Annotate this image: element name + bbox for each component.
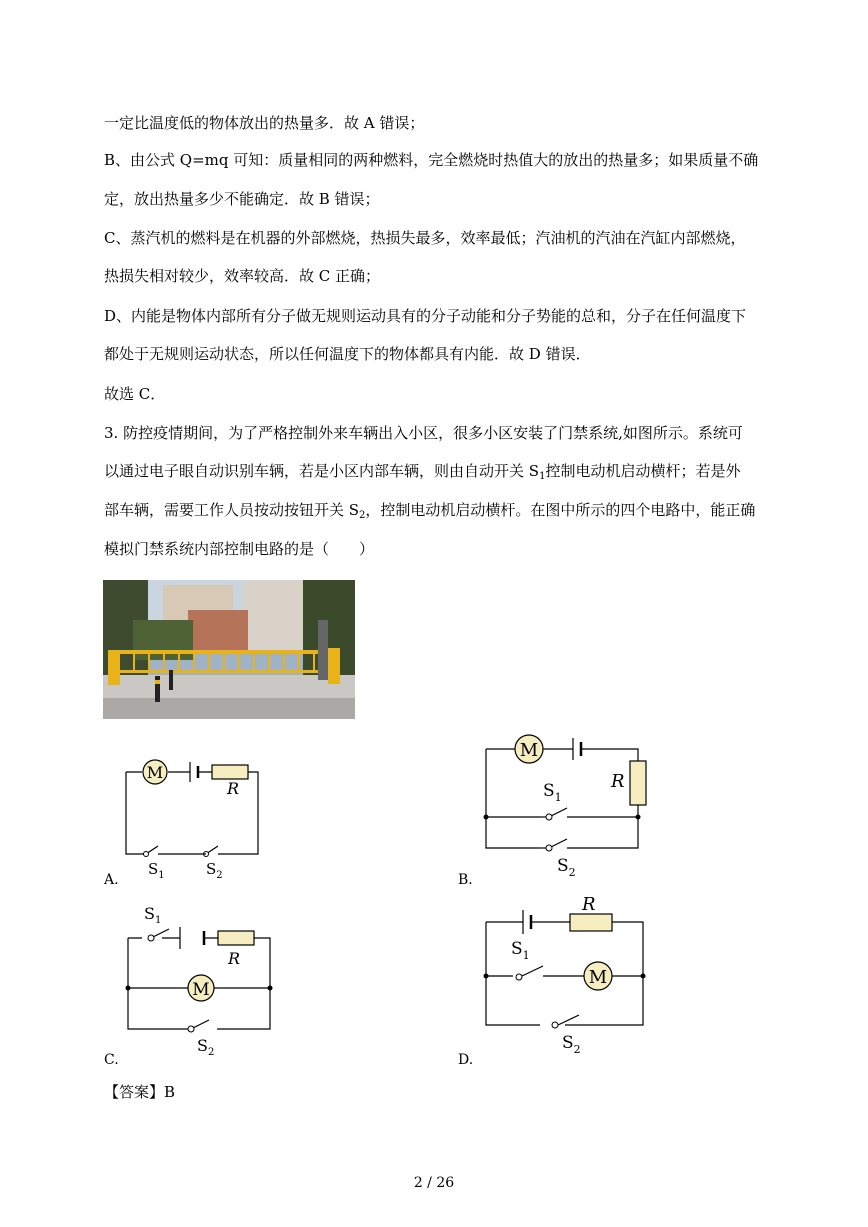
page-number: 2 / 26: [413, 1175, 455, 1191]
resistor-label: R: [228, 949, 241, 968]
resistor-label: R: [582, 894, 596, 915]
circuit-c: [120, 898, 280, 1063]
text-line-1: 一定比温度低的物体放出的热量多．故 A 错误；: [104, 114, 425, 132]
resistor-label: R: [227, 779, 240, 798]
text-line-2: B、由公式 Q=mq 可知：质量相同的两种燃料，完全燃烧时热值大的放出的热量多；如果质量不确: [104, 151, 759, 169]
motor-label: M: [519, 740, 539, 761]
answer-text: 【答案】B: [104, 1083, 176, 1101]
text-line-5: 热损失相对较少，效率较高．故 C 正确；: [104, 267, 381, 285]
circuit-d: [478, 893, 658, 1063]
option-d-label: D.: [458, 1052, 474, 1068]
switch-s2-label: $S_2$: [197, 1036, 215, 1058]
switch-s2-label: $S_2$: [206, 860, 223, 881]
motor-label: M: [588, 967, 608, 988]
resistor-symbol: [630, 761, 646, 805]
motor-label: M: [192, 980, 210, 1000]
question-line-3: 部车辆，需要工作人员按动按钮开关 $S_2$，控制电动机启动横杆。在图中所示的四个电路中，能正确: [104, 501, 756, 521]
switch-s1-label: $S_1$: [148, 860, 165, 881]
question-line-4: 模拟门禁系统内部控制电路的是（ ）: [104, 540, 375, 558]
circuit-b: [478, 730, 658, 882]
motor-label: M: [146, 763, 164, 782]
question-line-1: 3. 防控疫情期间，为了严格控制外来车辆出入小区，很多小区安装了门禁系统,如图所示。系统可: [104, 424, 743, 442]
resistor-symbol: [212, 765, 248, 779]
switch-s1-label: $S_1$: [144, 904, 162, 926]
option-b-label: B.: [458, 872, 473, 888]
circuit-a: [110, 752, 280, 892]
text-line-4: C、蒸汽机的燃料是在机器的外部燃烧，热损失最多，效率最低；汽油机的汽油在汽缸内部燃烧，: [104, 229, 746, 247]
switch-s2-label: $S_2$: [557, 856, 576, 879]
text-line-3: 定，放出热量多少不能确定．故 B 错误；: [104, 190, 380, 208]
resistor-symbol: [218, 931, 254, 945]
switch-s1-label: $S_1$: [511, 939, 530, 962]
text-line-6: D、内能是物体内部所有分子做无规则运动具有的分子动能和分子势能的总和，分子在任何温度下: [104, 307, 747, 325]
question-line-2: 以通过电子眼自动识别车辆，若是小区内部车辆，则由自动开关 $S_1$控制电动机启动横杆；若是外: [104, 462, 741, 482]
resistor-label: R: [611, 771, 625, 792]
switch-s2-label: $S_2$: [562, 1033, 581, 1056]
resistor-symbol: [570, 914, 612, 931]
option-c-label: C.: [104, 1052, 119, 1068]
switch-s1-label: $S_1$: [543, 781, 562, 804]
gate-barrier-photo: [103, 580, 355, 719]
option-a-label: A.: [104, 872, 119, 888]
text-line-8: 故选 C．: [104, 385, 166, 403]
text-line-7: 都处于无规则运动状态，所以任何温度下的物体都具有内能．故 D 错误．: [104, 345, 591, 363]
